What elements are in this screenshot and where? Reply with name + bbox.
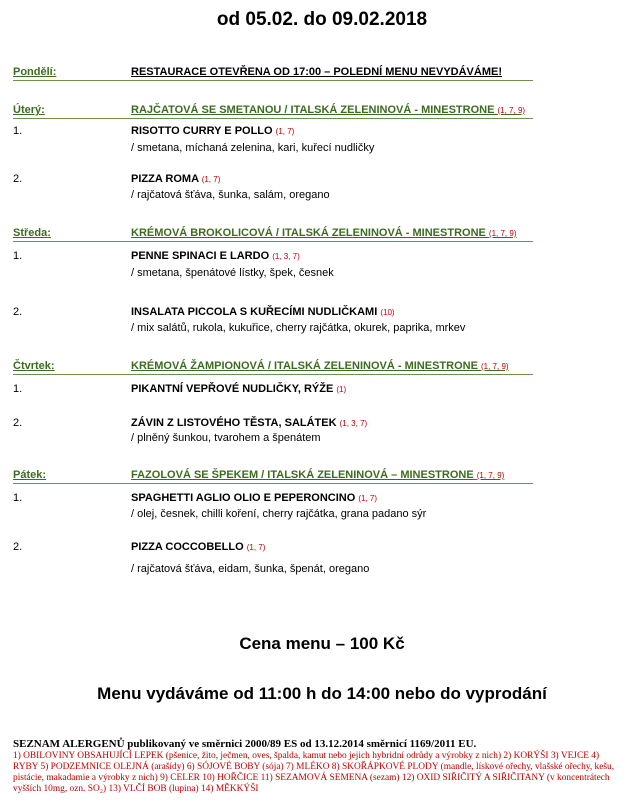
dish-name: SPAGHETTI AGLIO OLIO E PEPERONCINO (1, 7) (131, 492, 378, 504)
item-number: 1. (13, 250, 23, 262)
day-heading-streda (13, 227, 533, 242)
day-name: Pondělí: (13, 66, 57, 78)
allergen-codes: (1, 3, 7) (272, 252, 300, 261)
dish-description: / smetana, špenátové lístky, špek, česnek (131, 267, 334, 279)
day-heading-patek (13, 469, 533, 484)
allergen-codes: (1, 7) (275, 127, 295, 136)
item-number: 1. (13, 125, 23, 137)
allergen-codes: (1, 3, 7) (339, 419, 368, 428)
item-number: 2. (13, 306, 23, 318)
allergen-list-title: SEZNAM ALERGENŮ publikovaný ve směrnici 2000/89 ES od 13.12.2014 směrnicí 1169/2011 EU. (13, 738, 477, 750)
serving-hours: Menu vydáváme od 11:00 h do 14:00 nebo do vyprodání (97, 684, 547, 703)
soup-name: FAZOLOVÁ SE ŠPEKEM / ITALSKÁ ZELENINOVÁ – MINESTRONE (1, 7, 9) (131, 469, 505, 481)
soup-name: RAJČATOVÁ SE SMETANOU / ITALSKÁ ZELENINOVÁ - MINESTRONE (1, 7, 9) (131, 104, 526, 116)
menu-week-title: od 05.02. do 09.02.2018 (216, 9, 428, 30)
item-number: 1. (13, 492, 23, 504)
item-number: 2. (13, 173, 23, 185)
dish-name: PIZZA ROMA (1, 7) (131, 173, 221, 185)
allergen-list-text: 1) OBILOVINY OBSAHUJÍCÍ LEPEK (pšenice, žito, ječmen, oves, špalda, kamut nebo jejich hybridní odrůdy a výrobky z nich) 2) KORÝŠI 3) VEJCE 4) RYBY 5) PODZEMNICE OLEJNÁ (arašídy) 6) SÓJOVÉ BOBY (sója) 7) MLÉKO 8) SKOŘÁPKOVÉ PLODY (mandle, lískové ořechy, vlašské ořechy, kešu, pistácie, makadamie a výrobky z nich) 9) CELER 10) HOŘČICE 11) SEZAMOVÁ SEMENA (sezam) 12) OXID SIŘIČITÝ A SIŘIČITANY (v koncentrátech vyšších 10mg, ozn. SO₂) 13) VLČÍ BOB (lupina) 14) MĚKKÝŠI (13, 751, 615, 794)
allergen-codes: (1, 7) (358, 494, 378, 503)
dish-name: INSALATA PICCOLA S KUŘECÍMI NUDLIČKAMI (10) (131, 306, 395, 318)
item-number: 2. (13, 417, 23, 429)
dish-description: / olej, česnek, chilli koření, cherry rajčátka, grana padano sýr (131, 508, 427, 520)
day-name: Čtvrtek: (13, 360, 55, 372)
day-name: Pátek: (13, 469, 47, 481)
dish-description: / plněný šunkou, tvarohem a špenátem (131, 432, 321, 444)
dish-description: / smetana, míchaná zelenina, kari, kuřecí nudličky (131, 142, 375, 154)
day-heading-ctvrtek (13, 360, 533, 375)
dish-name: PIZZA COCCOBELLO (1, 7) (131, 541, 266, 553)
soup-name: KRÉMOVÁ ŽAMPIONOVÁ / ITALSKÁ ZELENINOVÁ - MINESTRONE (1, 7, 9) (131, 360, 509, 372)
dish-description: / rajčatová šťáva, šunka, salám, oregano (131, 189, 330, 201)
day-name: Středa: (13, 227, 51, 239)
dish-description: / mix salátů, rukola, kukuřice, cherry rajčátka, okurek, paprika, mrkev (131, 322, 466, 334)
dish-description: / rajčatová šťáva, eidam, šunka, špenát, oregano (131, 563, 370, 575)
day-heading-pondeli (13, 66, 533, 81)
dish-name: ZÁVIN Z LISTOVÉHO TĚSTA, SALÁTEK (1, 3, 7) (131, 417, 368, 429)
menu-price: Cena menu – 100 Kč (239, 634, 405, 653)
item-number: 2. (13, 541, 23, 553)
day-notice: RESTAURACE OTEVŘENA OD 17:00 – POLEDNÍ MENU NEVYDÁVÁME! (131, 66, 502, 78)
allergen-codes: (1, 7, 9) (476, 471, 505, 480)
allergen-codes: (10) (380, 308, 395, 317)
allergen-codes: (1, 7, 9) (480, 362, 509, 371)
allergen-codes: (1, 7, 9) (497, 106, 526, 115)
allergen-codes: (1, 7) (201, 175, 221, 184)
dish-name: RISOTTO CURRY E POLLO (1, 7) (131, 125, 295, 137)
dish-name: PENNE SPINACI E LARDO (1, 3, 7) (131, 250, 300, 262)
day-heading-utery (13, 104, 533, 119)
allergen-codes: (1, 7, 9) (488, 229, 517, 238)
dish-name: PIKANTNÍ VEPŘOVÉ NUDLIČKY, RÝŽE (1) (131, 383, 347, 395)
allergen-codes: (1) (336, 385, 347, 394)
item-number: 1. (13, 383, 23, 395)
allergen-codes: (1, 7) (246, 543, 266, 552)
day-name: Úterý: (13, 104, 45, 116)
soup-name: KRÉMOVÁ BROKOLICOVÁ / ITALSKÁ ZELENINOVÁ - MINESTRONE (1, 7, 9) (131, 227, 517, 239)
